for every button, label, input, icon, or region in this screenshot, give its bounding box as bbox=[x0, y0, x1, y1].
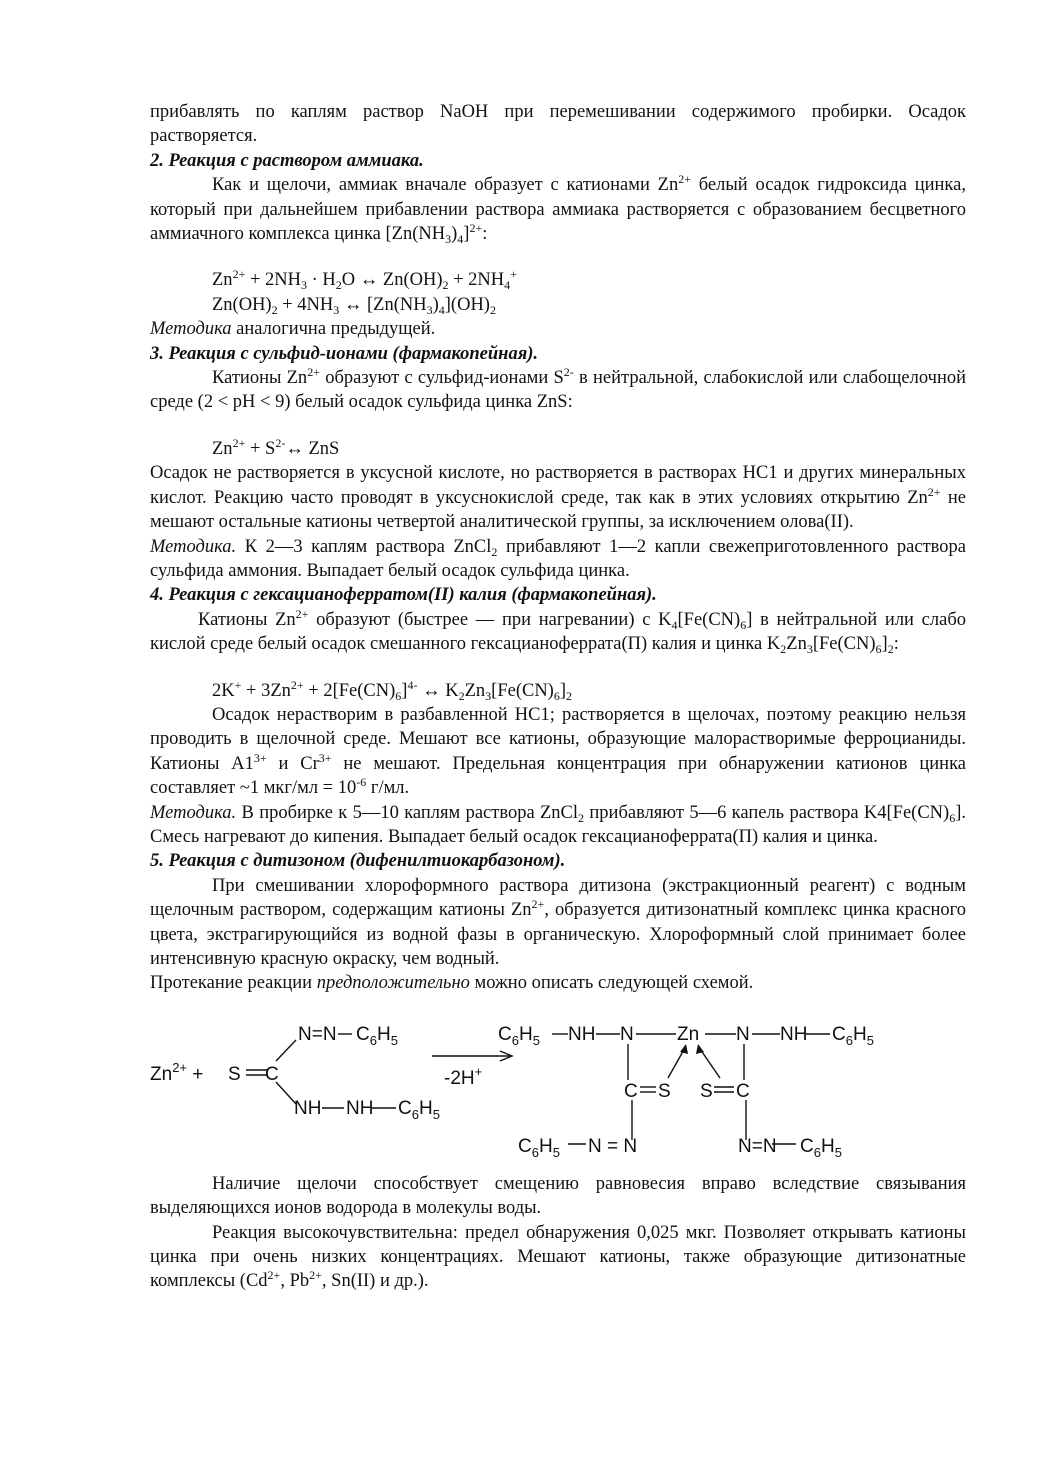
section-3-paragraph-2: Осадок не растворяется в уксусной кислоте, но растворяется в растворах НС1 и других минеральных кислот. Реакцию часто проводят в уксуснокислой среде, так как в этих условиях открытию $Zn^{2+}$ не мешают остальные катионы четвертой аналитической группы, за исключением олова(II). bbox=[150, 463, 966, 533]
product-c-left: C bbox=[624, 1080, 638, 1102]
product-n-left: N bbox=[620, 1023, 634, 1045]
bond-c-n-up bbox=[276, 1040, 296, 1061]
section-5-paragraph-3: Наличие щелочи способствует смещению равновесия вправо вследствие связывания выделяющихся ионов водорода в молекулы воды. bbox=[150, 1173, 966, 1219]
section-3-method: Методика. К 2—3 каплям раствора ZnCl$_2$ прибавляют 1—2 капли свежеприготовленного раствора сульфида аммония. Выпадает белый осадок сульфида цинка. bbox=[150, 536, 966, 581]
equation-ferrocyanide: $2K^+ + 3Zn^{2+} + 2[Fe(CN)_6]^{4-}$ ↔ $K_2Zn_3[Fe(CN)_6]_2$ bbox=[212, 677, 573, 703]
reagent-s-label: S bbox=[228, 1063, 241, 1085]
section-2-method: Методика аналогична предыдущей. bbox=[150, 319, 436, 340]
reagent-c-label: C bbox=[265, 1063, 279, 1085]
section-4-title: 4. Реакция с гексацианоферратом(II) калия (фармакопейная). bbox=[150, 585, 657, 606]
product-nh-right: NH bbox=[780, 1023, 808, 1045]
intro-text: прибавлять по каплям раствор NaOH при перемешивании содержимого пробирки. Осадок растворяется. bbox=[150, 102, 966, 147]
section-2-paragraph: Как и щелочи, аммиак вначале образует с катионами $Zn^{2+}$ белый осадок гидроксида цинка, который при дальнейшем прибавлении раствора аммиака растворяется с образованием бесцветного аммиачного комплекса цинка $[Zn(NH_3)_4]^{2+}$: bbox=[150, 172, 966, 247]
section-5-paragraph-2: Протекание реакции предположительно можно описать следующей схемой. bbox=[150, 973, 754, 994]
reaction-scheme-drawing bbox=[0, 996, 1039, 1172]
section-5-paragraph-1: При смешивании хлороформного раствора дитизона (экстракционный реагент) с водным щелочным раствором, содержащим катионы $Zn^{2+}$, образуется дитизонатный комплекс цинка красного цвета, экстрагирующийся из водной фазы в органическую. Хлороформный слой принимает более интенсивную красную окраску, чем водный. bbox=[150, 875, 966, 969]
reagent-nh-2: NH bbox=[346, 1097, 374, 1119]
intro-paragraph bbox=[150, 100, 966, 149]
equation-sulfide: $Zn^{2+}$ + $S^{2-}\leftrightarrow$ ZnS bbox=[212, 435, 340, 459]
bond-c-n-down bbox=[276, 1082, 296, 1104]
product-c6h5-bottom-right: $C_6H_5$ bbox=[800, 1135, 842, 1160]
product-c6h5-bottom-left: $C_6H_5$ bbox=[518, 1135, 560, 1160]
product-n-right: N bbox=[736, 1023, 750, 1045]
equation-ammonia-1: $Zn^{2+} + 2NH_3 \cdot H_2O$ ↔ $Zn(OH)_2 + 2NH_4^+$ bbox=[212, 267, 517, 293]
product-zn: Zn bbox=[677, 1023, 700, 1045]
product-c-right: C bbox=[736, 1080, 750, 1102]
section-3-paragraph-1: Катионы $Zn^{2+}$ образуют с сульфид-ионами $S^{2-}$ в нейтральной, слабокислой или слабощелочной среде (2 < pH < 9) белый осадок сульфида цинка ZnS: bbox=[150, 365, 966, 413]
equation-ammonia-2: $Zn(OH)_2 + 4NH_3$ ↔ $[Zn(NH_3)_4](OH)_2$ bbox=[212, 294, 496, 317]
product-c6h5-right: $C_6H_5$ bbox=[832, 1023, 874, 1048]
reagent-c6h5-top: $C_6H_5$ bbox=[356, 1023, 398, 1048]
section-4-method: Методика. В пробирке к 5—10 каплям раствора ZnCl$_2$ прибавляют 5—6 капель раствора $K4[Fe(CN)_6]$. Смесь нагревают до кипения. Выпадает белый осадок гексацианоферрата(П) калия и цинка. bbox=[150, 802, 966, 847]
section-4-paragraph-2: Осадок нерастворим в разбавленной НС1; растворяется в щелочах, поэтому реакцию нельзя проводить в щелочной среде. Мешают все катионы, образующие малорастворимые ферроцианиды. Катионы $А1^{3+}$ и $Сr^{3+}$ не мешают. Предельная концентрация при обнаружении катионов цинка составляет ~1 $мкг/мл = 10^{-6}$ г/мл. bbox=[150, 704, 966, 799]
section-4-paragraph-1: Катионы $Zn^{2+}$ образуют (быстрее — при нагревании) с $K_4[Fe(CN)_6]$ в нейтральной или слабо кислой среде белый осадок смешанного гексацианоферрата(П) калия и цинка $K_2Zn_3[Fe(CN)_6]_2$: bbox=[150, 606, 966, 657]
reagent-azo-label: N=N bbox=[298, 1023, 337, 1045]
arrow-label: -2H+ bbox=[444, 1063, 483, 1089]
section-3-title: 3. Реакция с сульфид-ионами (фармакопейная). bbox=[150, 343, 539, 364]
product-c6h5-left: $C_6H_5$ bbox=[498, 1023, 540, 1048]
document-page bbox=[150, 100, 966, 1294]
zn-label: $Zn^{2+}$ + bbox=[150, 1059, 204, 1085]
section-5-paragraph-4: Реакция высокочувствительна: предел обнаружения 0,025 мкг. Позволяет открывать катионы цинка при очень низких концентрациях. Мешают катионы, также образующие дитизонатные комплексы ($Cd^{2+}$, $Pb^{2+}$, Sn(II) и др.). bbox=[150, 1222, 966, 1292]
product-s-right: S bbox=[700, 1080, 713, 1102]
reagent-c6h5-bottom: $C_6H_5$ bbox=[398, 1097, 440, 1122]
reagent-nh-1: NH bbox=[294, 1097, 322, 1119]
coordination-arrowhead-left bbox=[680, 1044, 688, 1054]
product-s-left: S bbox=[658, 1080, 671, 1102]
section-2-title: 2. Реакция с раствором аммиака. bbox=[150, 150, 424, 171]
product-azo-left: N = N bbox=[588, 1135, 638, 1157]
dithizone-reaction-scheme bbox=[150, 996, 966, 1172]
section-5-title: 5. Реакция с дитизоном (дифенилтиокарбазоном). bbox=[150, 851, 566, 872]
product-azo-right: N=N bbox=[738, 1135, 777, 1157]
product-nh-left: NH bbox=[568, 1023, 596, 1045]
